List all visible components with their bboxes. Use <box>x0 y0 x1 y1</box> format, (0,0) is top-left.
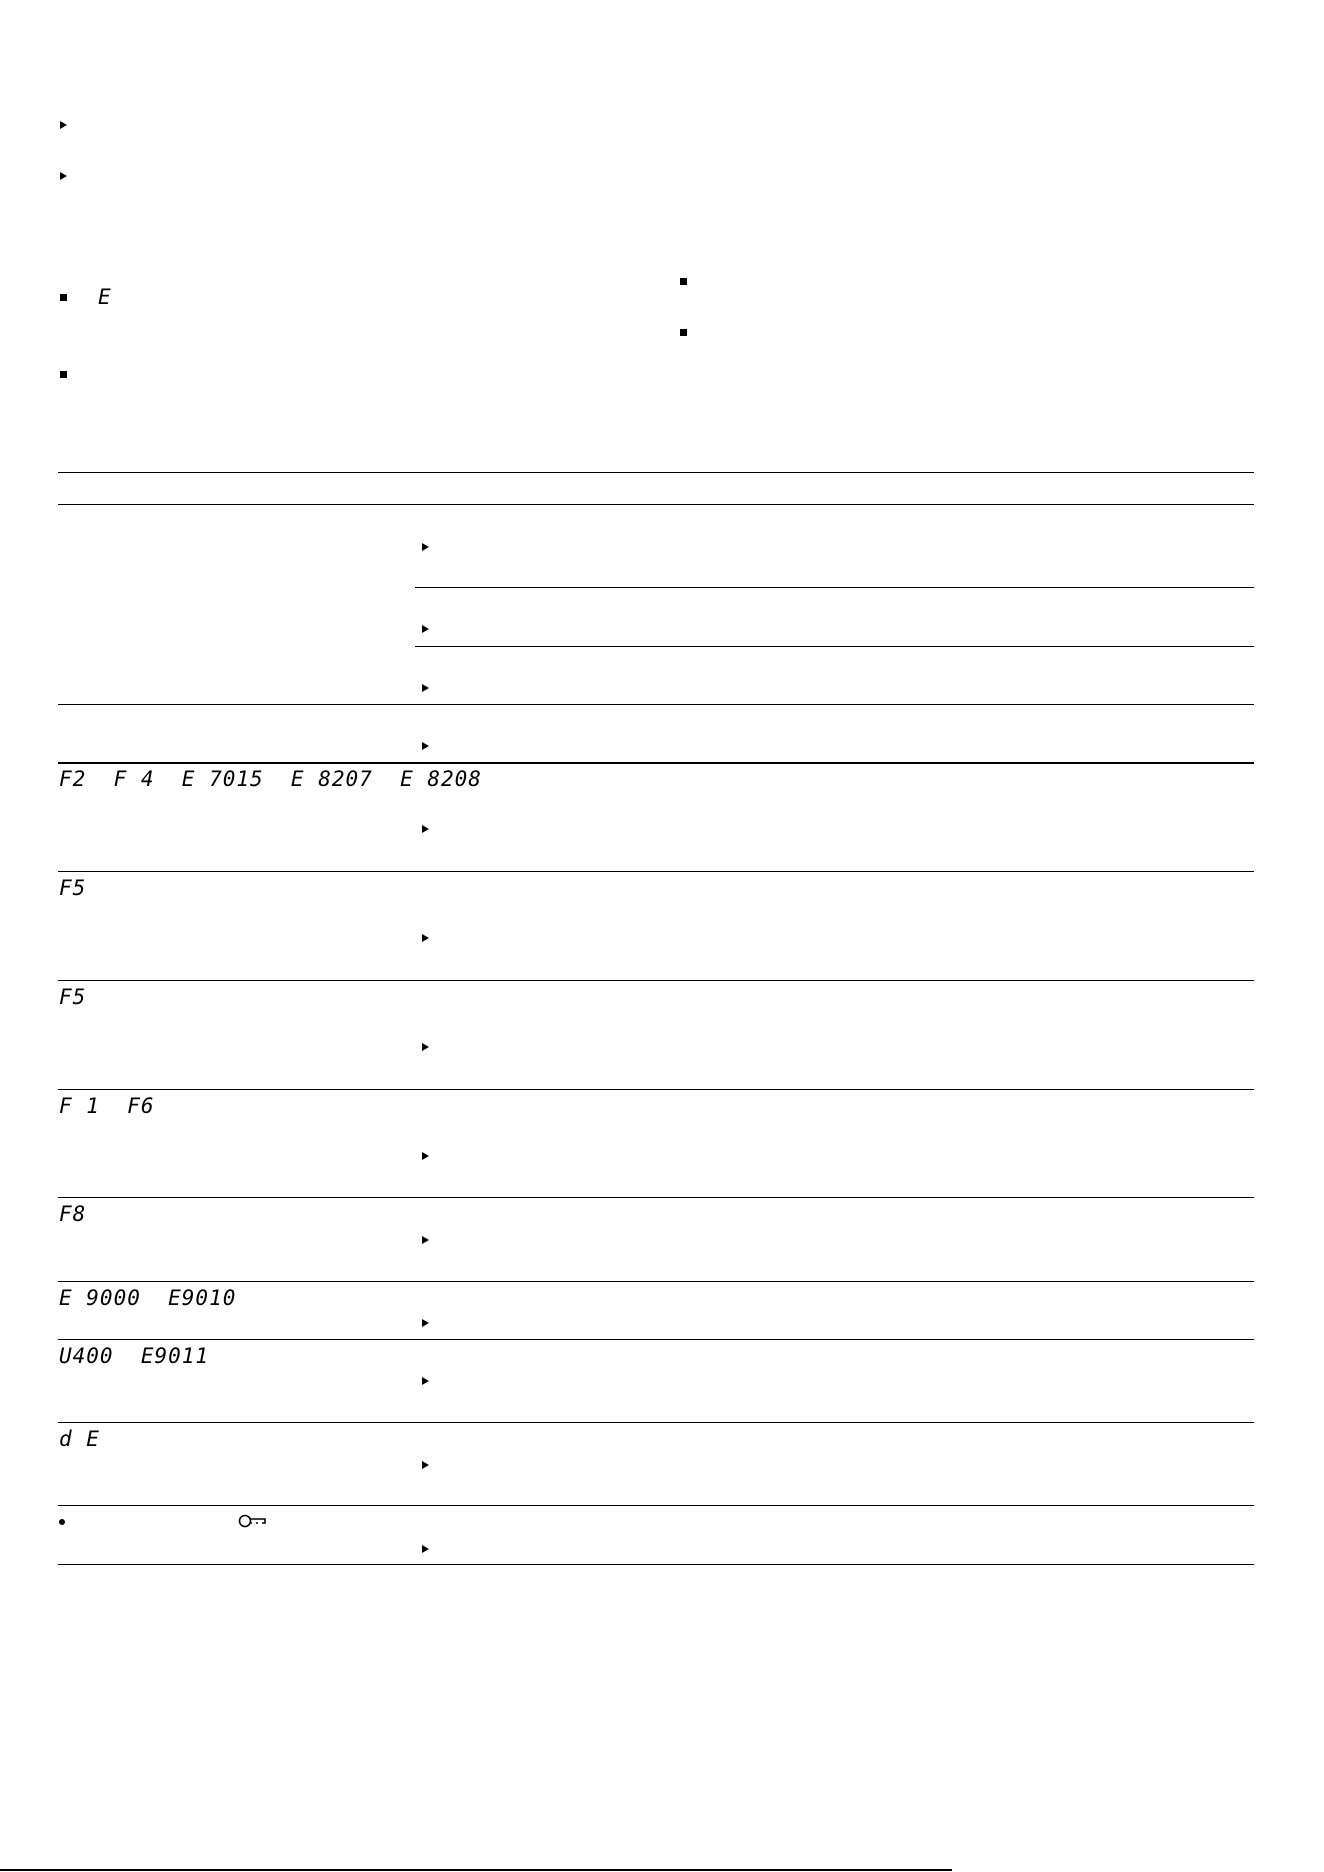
row-rule <box>58 762 1254 764</box>
row-rule <box>58 1505 1254 1506</box>
row-rule <box>58 871 1254 872</box>
remedy-arrow-icon <box>422 1043 429 1051</box>
fault-code: F8 <box>59 1202 87 1226</box>
row-rule <box>58 1422 1254 1423</box>
remedy-arrow-icon <box>422 543 429 551</box>
fault-code: F 1 F6 <box>59 1094 155 1118</box>
bullet-dot-icon <box>59 1519 65 1525</box>
row-rule <box>58 1197 1254 1198</box>
remedy-arrow-icon <box>422 625 429 633</box>
remedy-arrow-icon <box>422 1152 429 1160</box>
remedy-arrow-icon <box>422 1377 429 1385</box>
fault-code: U400 E9011 <box>59 1344 210 1368</box>
fault-code: F5 <box>59 876 87 900</box>
bullet-square-icon <box>680 329 687 336</box>
remedy-arrow-icon <box>422 1319 429 1327</box>
table-bottom-rule <box>58 1564 1254 1565</box>
row-rule <box>58 980 1254 981</box>
fault-code: E 9000 E9010 <box>59 1286 237 1310</box>
row-rule <box>58 1089 1254 1090</box>
fault-code: d E <box>59 1427 100 1451</box>
row-rule <box>58 1281 1254 1282</box>
intro-code-letter: E <box>98 285 112 309</box>
instruction-arrow-icon <box>60 121 67 129</box>
bullet-square-icon <box>60 371 67 378</box>
page-bottom-rule <box>0 1869 952 1871</box>
remedy-arrow-icon <box>422 1545 429 1553</box>
remedy-arrow-icon <box>422 825 429 833</box>
bullet-square-icon <box>60 294 67 301</box>
remedy-arrow-icon <box>422 742 429 750</box>
table-top-rule <box>58 472 1254 473</box>
instruction-arrow-icon <box>60 172 67 180</box>
sub-row-rule <box>415 646 1254 647</box>
remedy-arrow-icon <box>422 934 429 942</box>
row-rule <box>58 704 1254 705</box>
fault-code: F5 <box>59 985 87 1009</box>
table-header-rule <box>58 504 1254 505</box>
bullet-square-icon <box>680 278 687 285</box>
key-icon <box>238 1513 268 1529</box>
remedy-arrow-icon <box>422 1461 429 1469</box>
remedy-arrow-icon <box>422 684 429 692</box>
sub-row-rule <box>415 587 1254 588</box>
fault-code: F2 F 4 E 7015 E 8207 E 8208 <box>59 767 482 791</box>
remedy-arrow-icon <box>422 1236 429 1244</box>
row-rule <box>58 1339 1254 1340</box>
